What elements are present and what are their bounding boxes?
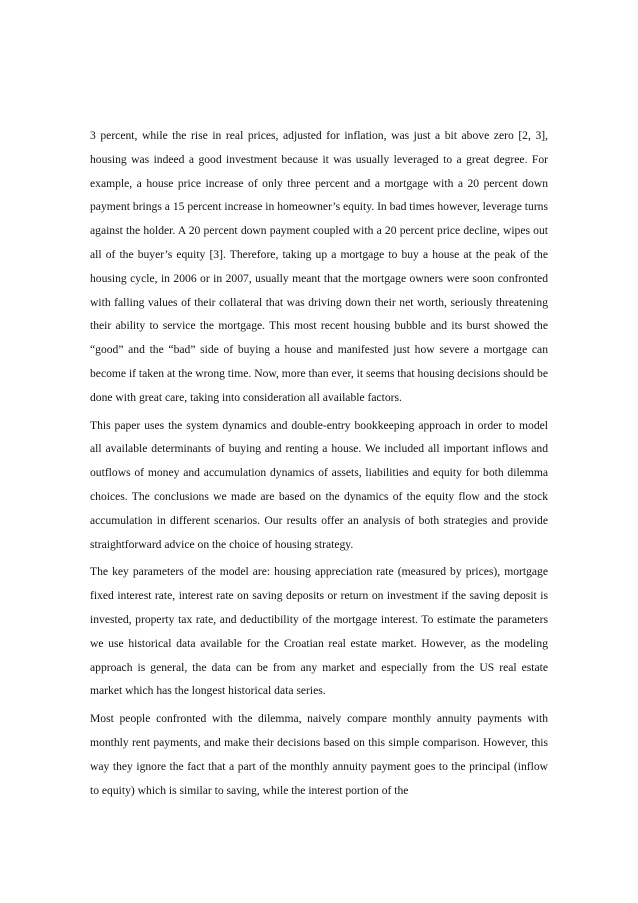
paragraph-3: The key parameters of the model are: housing appreciation rate (measured by prices), mortgage fixed interest rate, interest rate on saving deposits or return on investment if the saving deposit is invested, property tax rate, and deductibility of the mortgage interest. To estimate the parameters we use historical data available for the Croatian real estate market. However, as the modeling approach is general, the data can be from any market and especially from the US real estate market which has the longest historical data series.	[90, 565, 548, 698]
paragraph-4: Most people confronted with the dilemma, naively compare monthly annuity payments with monthly rent payments, and make their decisions based on this simple comparison. However, this way they ignore the fact that a part of the monthly annuity payment goes to the principal (inflow to equity) which is similar to saving, while the interest portion of the	[90, 712, 548, 797]
body-text	[90, 124, 548, 806]
paragraph-2: This paper uses the system dynamics and double-entry bookkeeping approach in order to model all available determinants of buying and renting a house. We included all important inflows and outflows of money and accumulation dynamics of assets, liabilities and equity for both dilemma choices. The conclusions we made are based on the dynamics of the equity flow and the stock accumulation in different scenarios. Our results offer an analysis of both strategies and provide straightforward advice on the choice of housing strategy.	[90, 418, 548, 551]
paragraph-1: 3 percent, while the rise in real prices, adjusted for inflation, was just a bit above zero [2, 3], housing was indeed a good investment because it was usually leveraged to a great degree. For example, a house price increase of only three percent and a mortgage with a 20 percent down payment brings a 15 percent increase in homeowner’s equity. In bad times however, leverage turns against the holder. A 20 percent down payment coupled with a 20 percent price decline, wipes out all of the buyer’s equity [3]. Therefore, taking up a mortgage to buy a house at the peak of the housing cycle, in 2006 or in 2007, usually meant that the mortgage owners were soon confronted with falling values of their collateral that was driving down their net worth, seriously threatening their ability to service the mortgage. This most recent housing bubble and its burst showed the “good” and the “bad” side of buying a house and manifested just how severe a mortgage can become if taken at the wrong time. Now, more than ever, it seems that housing decisions should be done with great care, taking into consideration all available factors.	[90, 129, 548, 404]
